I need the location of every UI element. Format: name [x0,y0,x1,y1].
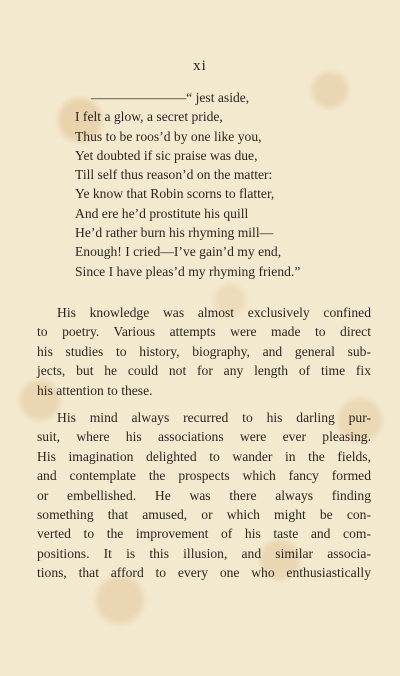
poem-line: He’d rather burn his rhyming mill— [75,225,274,241]
paragraph-1 [37,303,371,400]
poem-line: Ye know that Robin scorns to flatter, [75,186,275,202]
paragraph-line: and contemplate the prospects which fancy formed [37,468,371,484]
prose-body [37,303,371,582]
poem-line: Since I have pleas’d my rhyming friend.” [75,263,301,279]
poem-line: ———————“ jest aside, [91,90,250,105]
poem-line: Enough! I cried—I’ve gain’d my end, [75,244,282,260]
paragraph-line: His imagination delighted to wander in the fields, [37,448,371,464]
paragraph-line: his studies to history, biography, and general sub- [37,343,371,359]
paragraph-line: His knowledge was almost exclusively confined [57,305,371,320]
poem-line: Thus to be roos’d by one like you, [75,128,262,144]
paragraph-line: jects, but he could not for any length of time fix [37,363,371,379]
paragraph-line: or embellished. He was there always finding [37,487,371,503]
paragraph-line: positions. It is this illusion, and similar associa- [37,545,371,561]
page-number: xi [193,58,207,74]
paragraph-line: his attention to these. [37,382,153,398]
poem-line: And ere he’d prostitute his quill [75,205,249,221]
paragraph-line: His mind always recurred to his darling pur- [57,409,371,425]
paragraph-line: suit, where his associations were ever pleasing. [37,429,371,445]
poem-line: Till self thus reason’d on the matter: [75,167,273,183]
paragraph-2 [37,408,371,583]
poem-line: I felt a glow, a secret pride, [75,109,223,125]
poem-stanza [75,88,300,281]
paragraph-line: something that amused, or which might be con- [37,506,371,522]
poem-line: Yet doubted if sic praise was due, [75,147,258,163]
paragraph-line: tions, that afford to every one who enthusiastically [37,565,371,581]
paragraph-line: to poetry. Various attempts were made to direct [37,324,371,340]
paragraph-line: verted to the improvement of his taste and com- [37,526,371,542]
